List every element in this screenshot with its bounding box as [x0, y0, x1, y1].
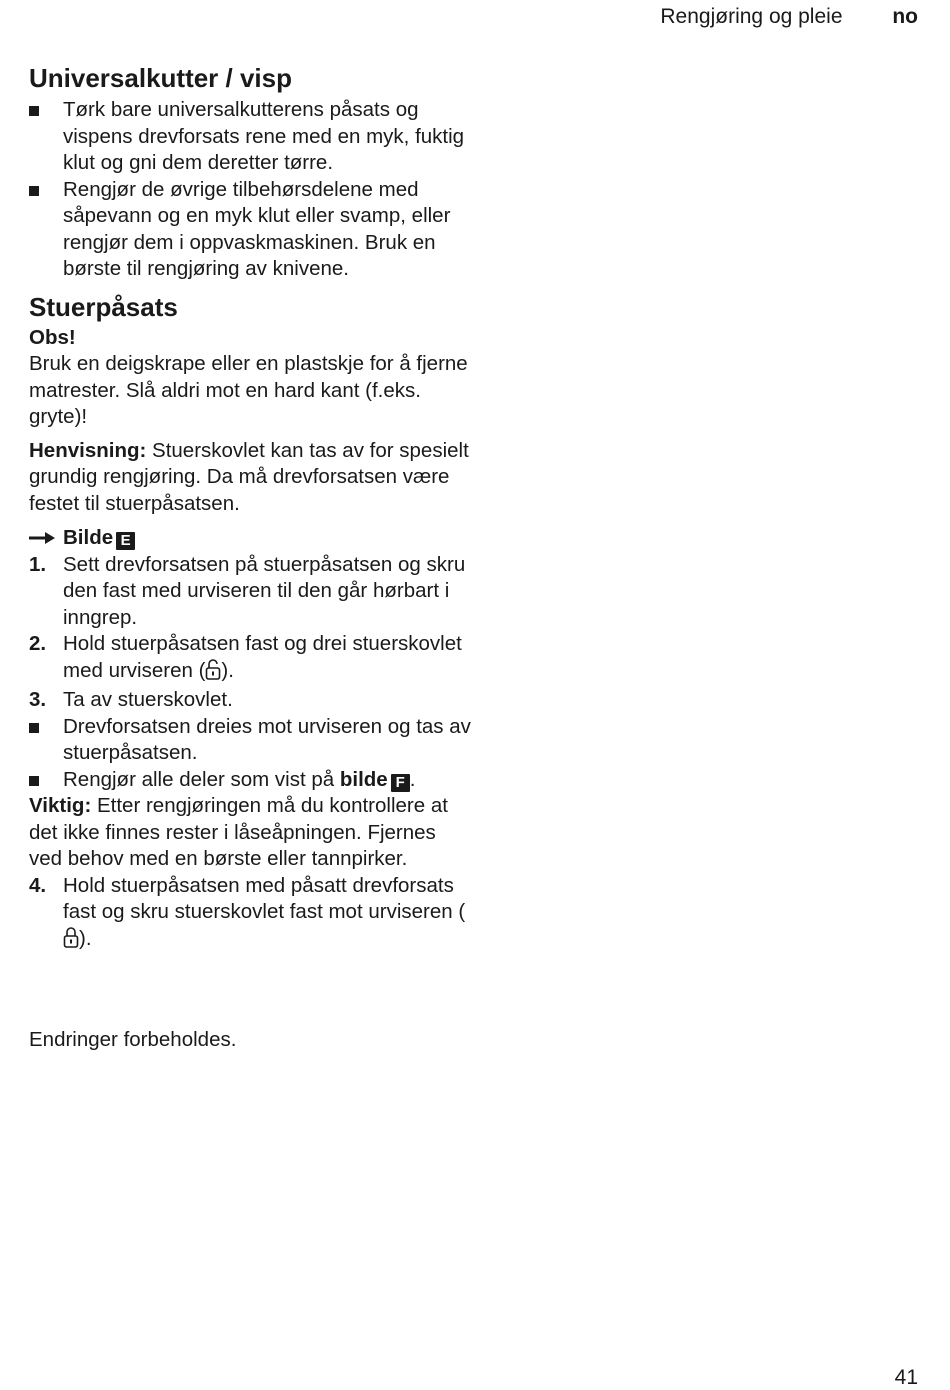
bullet-square-icon — [29, 97, 39, 124]
bullet-square-icon — [29, 767, 39, 794]
bullet-2-bold: bilde — [339, 767, 388, 791]
bullet-square-icon — [29, 714, 39, 741]
unlock-icon — [205, 658, 221, 688]
content-column — [29, 62, 474, 955]
important-text: Etter rengjøringen må du kontrollere at det ikke finnes rester i låseåpningen. Fjernes ved behov med en børste eller tannpirker. — [29, 794, 448, 871]
step-3-text: Ta av stuerskovlet. — [63, 688, 233, 712]
arrow-right-icon — [29, 525, 55, 552]
heading-stirrer: Stuerpåsats — [29, 291, 178, 322]
step-number: 4. — [29, 873, 47, 897]
step-4-text: Hold stuerpåsatsen med påsatt drevforsats fast og skru stuerskovlet fast mot urviseren ( — [63, 873, 466, 924]
list-item — [29, 714, 474, 767]
page-header — [660, 5, 918, 29]
heading-universal: Universalkutter / visp — [29, 63, 292, 93]
step-number: 2. — [29, 632, 47, 656]
step-4-end: ). — [79, 926, 92, 950]
page-number: 41 — [894, 1366, 918, 1389]
important-label: Viktig: — [29, 794, 92, 818]
list-item — [29, 873, 474, 956]
step-1-text: Sett drevforsatsen på stuerpåsatsen og skru den fast med urviseren til den går hørbart i inngrep. — [63, 552, 466, 629]
obs-text: Bruk en deigskrape eller en plastskje for å fjerne matrester. Slå aldri mot en hard kant (f.eks. gryte)! — [29, 352, 468, 428]
list-item — [29, 97, 474, 177]
bullet-1-text: Drevforsatsen dreies mot urviseren og tas av stuerpåsatsen. — [63, 714, 471, 765]
bullet-2-text: Rengjør alle deler som vist på — [63, 767, 340, 791]
list-item — [29, 631, 474, 687]
list-item — [29, 552, 474, 632]
lock-icon — [63, 926, 79, 956]
step-2-end: ). — [221, 658, 234, 682]
note-paragraph — [29, 438, 474, 518]
obs-label: Obs! — [29, 325, 76, 349]
list-item — [29, 177, 474, 283]
figure-badge: F — [391, 774, 410, 792]
universal-item-1: Tørk bare universalkutterens påsats og vispens drevforsats rene med en myk, fuktig klut og gni dem deretter tørre. — [63, 98, 465, 174]
figure-reference — [29, 525, 474, 552]
header-language: no — [892, 5, 918, 28]
note-text: Stuerskovlet kan tas av for spesielt grundig rengjøring. Da må drevforsatsen være festet til stuerpåsatsen. — [29, 438, 469, 515]
footer-note: Endringer forbeholdes. — [29, 1028, 237, 1051]
figure-badge: E — [116, 532, 135, 550]
list-item — [29, 687, 474, 714]
bullet-square-icon — [29, 177, 39, 204]
universal-item-2: Rengjør de øvrige tilbehørsdelene med såpevann og en myk klut eller svamp, eller rengjør dem i oppvaskmaskinen. Bruk en børste til rengjøring av knivene. — [63, 177, 451, 280]
bullet-2-end: . — [409, 767, 416, 791]
list-item — [29, 767, 474, 794]
step-2-text: Hold stuerpåsatsen fast og drei stuerskovlet med urviseren ( — [63, 632, 462, 682]
important-paragraph — [29, 793, 474, 873]
step-number: 3. — [29, 688, 47, 712]
step-number: 1. — [29, 552, 47, 576]
figure-label: Bilde — [63, 526, 114, 549]
header-section-title: Rengjøring og pleie — [660, 5, 843, 28]
note-label: Henvisning: — [29, 438, 147, 462]
